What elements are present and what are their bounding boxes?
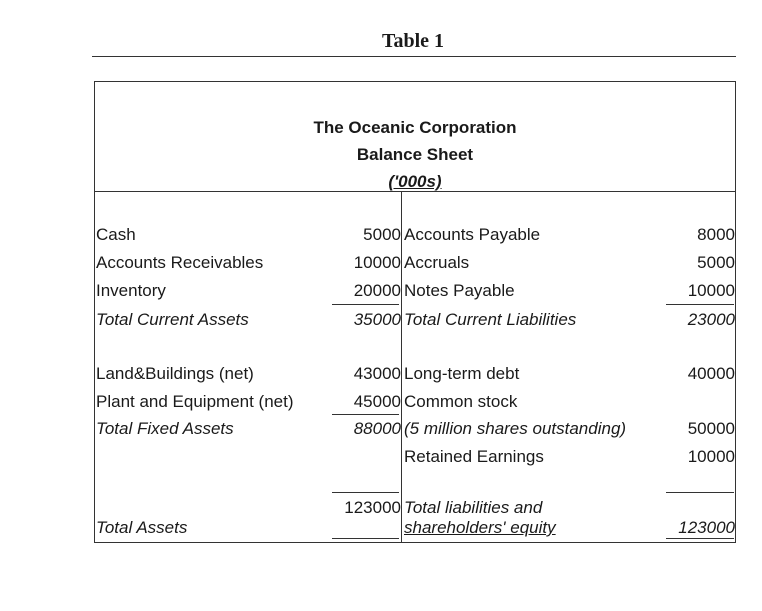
total-underline [332, 538, 399, 539]
asset-value-inventory: 20000 [353, 281, 401, 300]
subtotal-rule [332, 304, 399, 305]
total-rule [666, 492, 734, 493]
liability-value-accruals: 5000 [697, 253, 735, 272]
total-assets-label: Total Assets [96, 518, 188, 537]
asset-value-land: 43000 [353, 364, 401, 383]
caption-rule [92, 56, 736, 57]
total-liabilities-label-line2: shareholders' equity [404, 518, 556, 537]
asset-label-receivables: Accounts Receivables [96, 253, 264, 272]
total-fixed-assets-value: 88000 [353, 419, 401, 438]
total-current-assets-value: 35000 [353, 310, 401, 329]
total-current-assets-label: Total Current Assets [96, 310, 249, 329]
total-fixed-assets-label: Total Fixed Assets [96, 419, 234, 438]
units-label: ('000s) [388, 172, 442, 191]
total-underline [666, 538, 734, 539]
equity-label-shares: (5 million shares outstanding) [404, 419, 627, 438]
center-divider [401, 191, 402, 543]
asset-label-land: Land&Buildings (net) [96, 364, 254, 383]
total-current-liabilities-value: 23000 [687, 310, 735, 329]
liability-label-accruals: Accruals [404, 253, 470, 272]
liability-value-long-term-debt: 40000 [687, 364, 735, 383]
asset-value-receivables: 10000 [353, 253, 401, 272]
subtotal-rule [332, 414, 399, 415]
total-liabilities-value: 123000 [678, 518, 735, 537]
total-current-liabilities-label: Total Current Liabilities [404, 310, 577, 329]
sheet-title: Balance Sheet [356, 145, 474, 164]
equity-label-common-stock: Common stock [404, 392, 518, 411]
total-rule [332, 492, 399, 493]
liability-value-payable: 8000 [697, 225, 735, 244]
total-assets-value: 123000 [344, 498, 401, 517]
subtotal-rule [666, 304, 734, 305]
liability-label-notes: Notes Payable [404, 281, 515, 300]
liability-value-notes: 10000 [687, 281, 735, 300]
equity-value-shares: 50000 [687, 419, 735, 438]
liability-label-long-term-debt: Long-term debt [404, 364, 520, 383]
company-name: The Oceanic Corporation [313, 118, 517, 137]
asset-value-cash: 5000 [363, 225, 401, 244]
total-liabilities-label-line1: Total liabilities and [404, 498, 543, 517]
asset-value-plant: 45000 [353, 392, 401, 411]
asset-label-plant: Plant and Equipment (net) [96, 392, 294, 411]
asset-label-inventory: Inventory [96, 281, 166, 300]
table-caption: Table 1 [381, 30, 445, 52]
equity-label-retained: Retained Earnings [404, 447, 544, 466]
asset-label-cash: Cash [96, 225, 136, 244]
liability-label-payable: Accounts Payable [404, 225, 541, 244]
equity-value-retained: 10000 [687, 447, 735, 466]
